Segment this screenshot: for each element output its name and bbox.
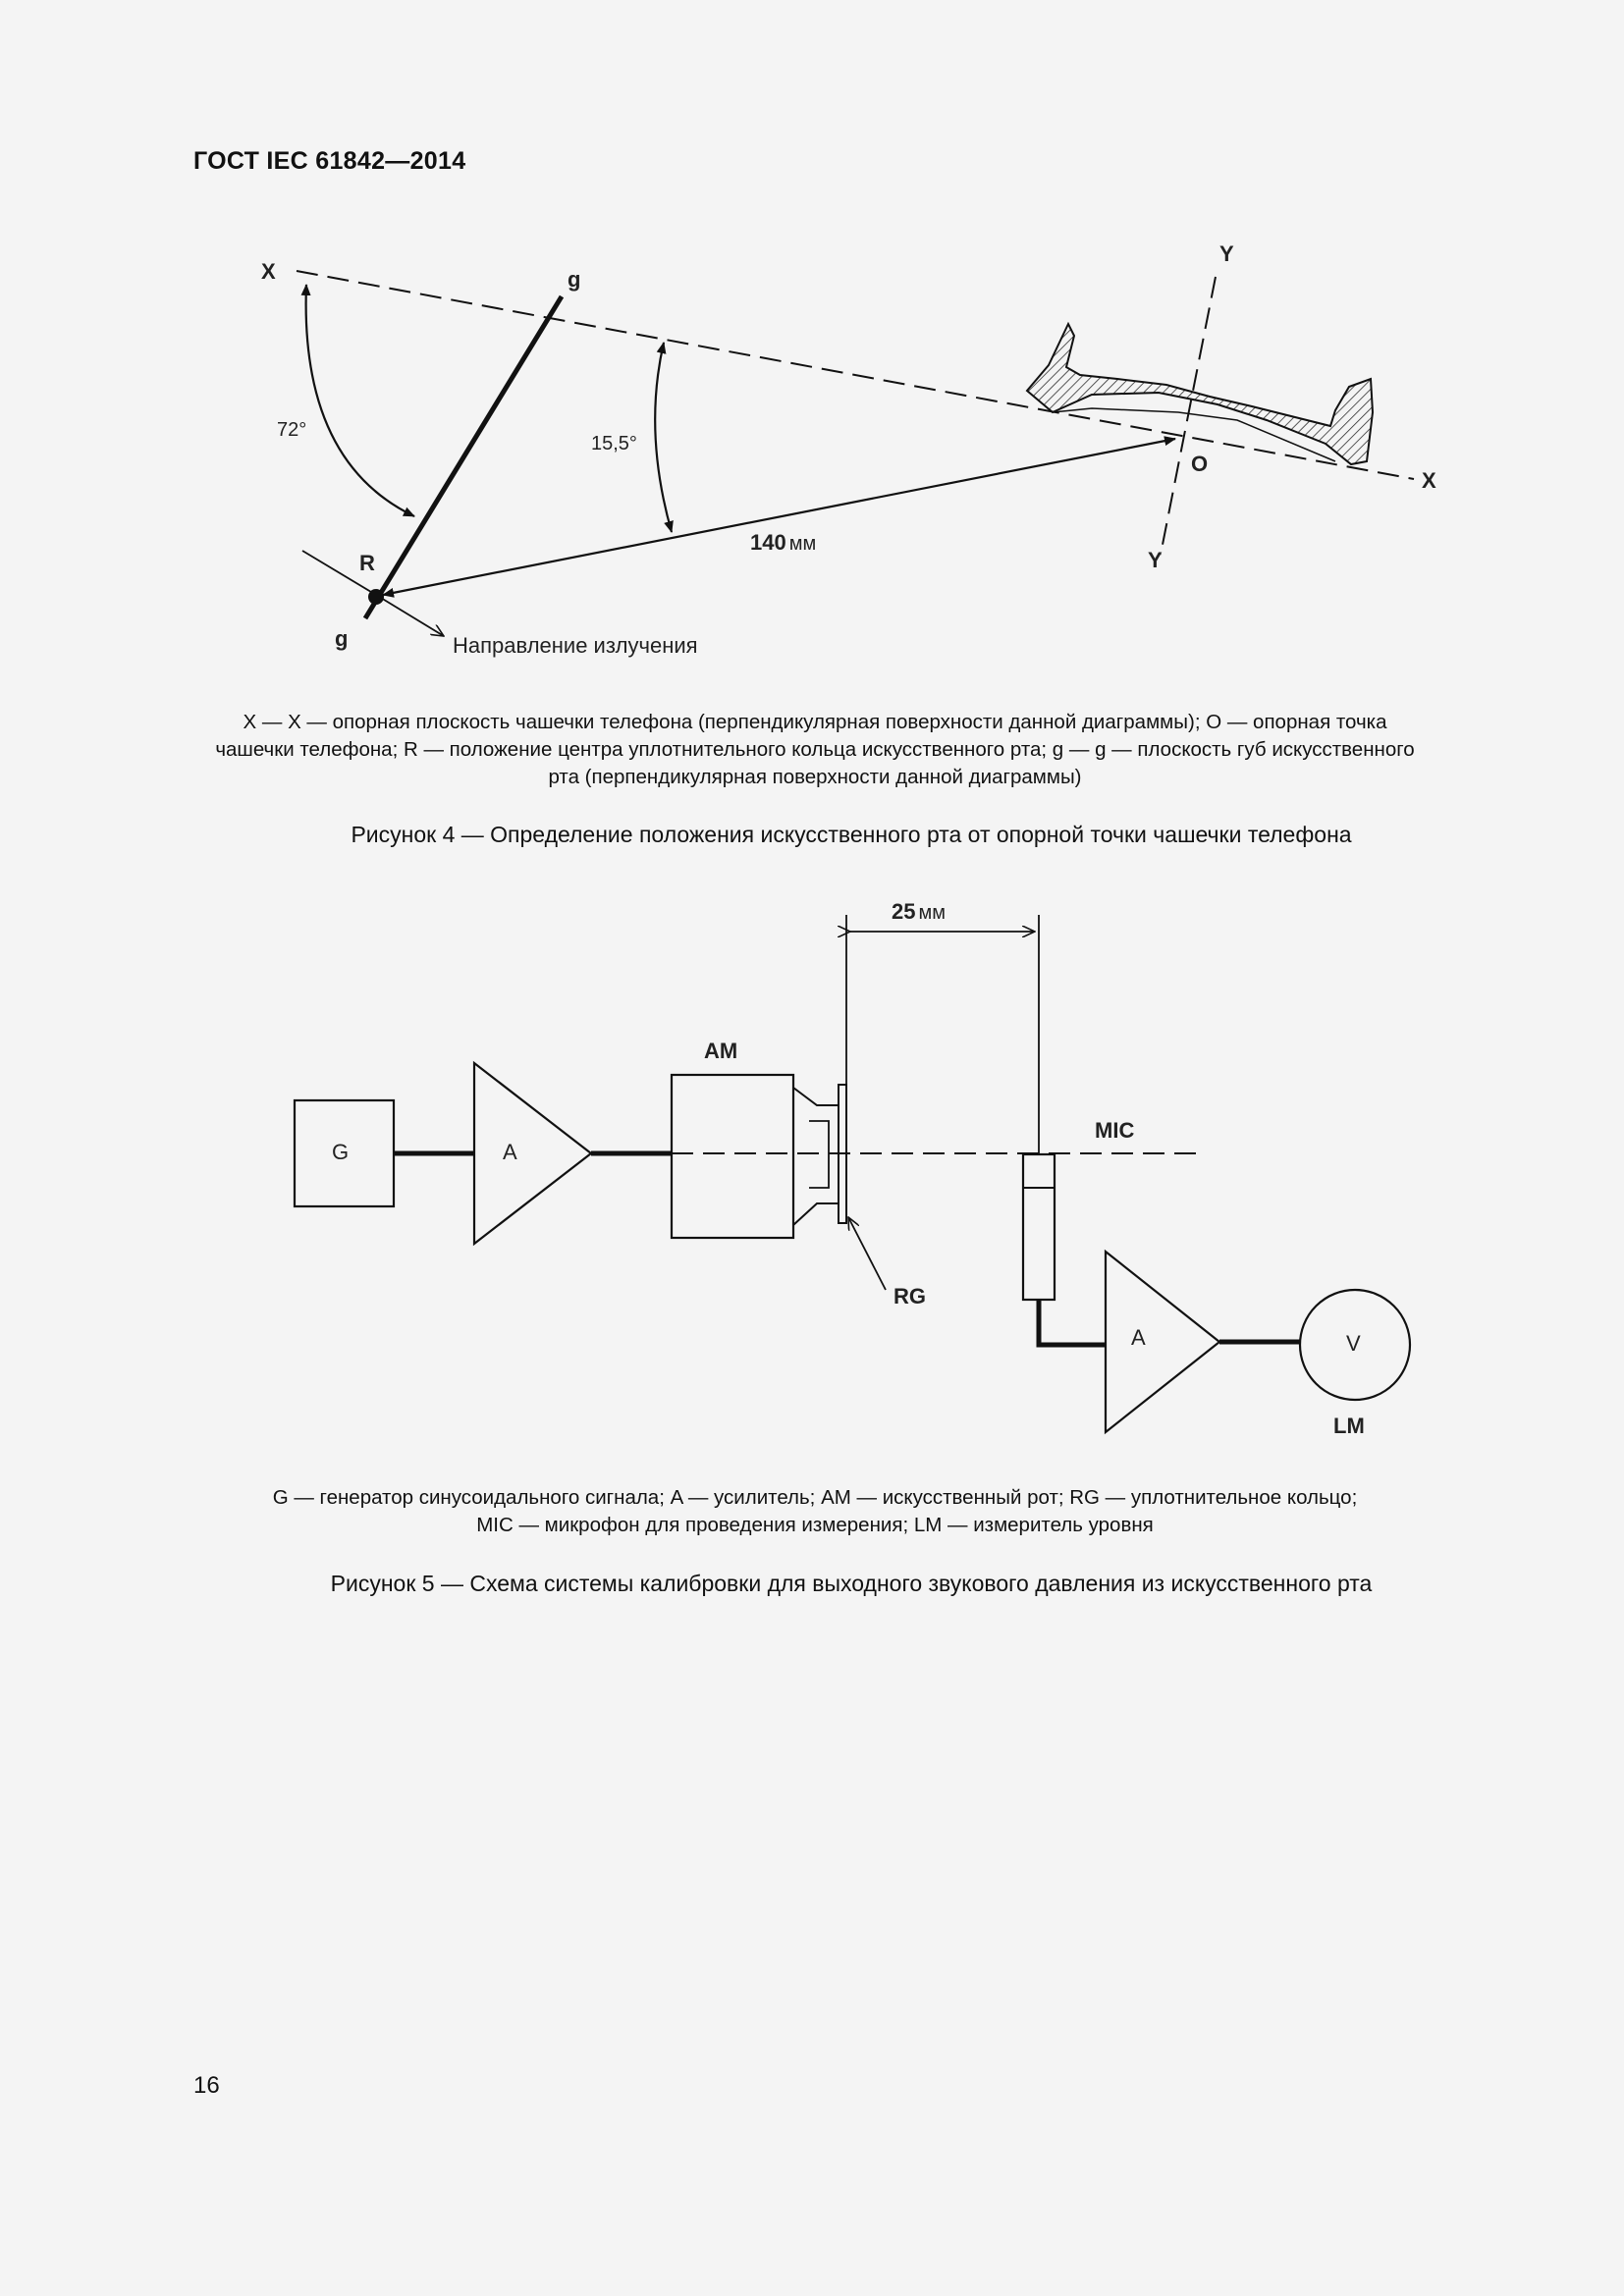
label-direction: Направление излучения <box>453 633 698 658</box>
lip-plane-gg <box>365 296 562 618</box>
label-y-top: Y <box>1219 241 1234 266</box>
label-g-bottom: g <box>335 626 349 651</box>
label-g-top: g <box>568 267 581 292</box>
figure-5-legend-line-1: G — генератор синусоидального сигнала; A — усилитель; AM — искусственный рот; RG — уплотнительное кольцо; <box>272 1486 1358 1509</box>
label-a1: A <box>503 1140 517 1164</box>
angle-72-arc <box>306 285 414 516</box>
figure-5-diagram <box>295 899 1410 1438</box>
label-mic: MIC <box>1095 1118 1135 1143</box>
figure-4-legend-line-3: рта (перпендикулярная поверхности данной диаграммы) <box>548 766 1082 788</box>
amplifier-2-triangle <box>1106 1252 1219 1432</box>
label-r: R <box>359 551 375 575</box>
figure-4-caption: Рисунок 4 — Определение положения искусственного рта от опорной точки чашечки телефона <box>351 822 1352 847</box>
label-a2: A <box>1131 1325 1146 1350</box>
distance-140-line <box>383 439 1175 595</box>
label-y-bottom: Y <box>1148 548 1163 572</box>
figure-4-legend <box>177 709 1453 791</box>
label-o: O <box>1191 452 1209 476</box>
figure-4-diagram <box>261 241 1436 658</box>
label-lm: LM <box>1333 1414 1365 1438</box>
figure-4-legend-line-1: X — X — опорная плоскость чашечки телефона (перпендикулярная поверхности данной диаграммы); O — опорная точка <box>243 711 1387 733</box>
label-am: AM <box>704 1039 738 1063</box>
artificial-mouth-box <box>672 1075 793 1238</box>
label-g: G <box>332 1140 350 1164</box>
amplifier-1-triangle <box>474 1063 591 1244</box>
wire-mic-a2 <box>1039 1300 1106 1345</box>
label-x-left: X <box>261 259 276 284</box>
angle-15-arc <box>655 343 672 532</box>
label-x-right: X <box>1422 468 1436 493</box>
artificial-mouth-nozzle <box>793 1088 839 1225</box>
rg-leader <box>848 1217 886 1290</box>
label-rg: RG <box>893 1284 926 1308</box>
microphone-body <box>1023 1154 1055 1300</box>
telephone-cup-section <box>1027 324 1373 464</box>
label-v: V <box>1346 1331 1361 1356</box>
label-angle-15: 15,5° <box>591 433 637 454</box>
label-distance-140: 140 мм <box>750 530 817 555</box>
figure-4-legend-line-2: чашечки телефона; R — положение центра уплотнительного кольца искусственного рта; g — g — плоскость губ искусственного <box>215 738 1415 761</box>
figure-5-caption: Рисунок 5 — Схема системы калибровки для выходного звукового давления из искусственного рта <box>330 1571 1373 1596</box>
label-distance-25: 25 мм <box>892 899 946 924</box>
radiation-direction-arrow <box>376 595 444 636</box>
label-angle-72: 72° <box>277 419 307 441</box>
document-header: ГОСТ IEC 61842—2014 <box>193 147 466 175</box>
reference-plane-xx <box>297 271 1414 479</box>
point-r <box>368 589 384 605</box>
figure-5-legend-line-2: MIC — микрофон для проведения измерения; LM — измеритель уровня <box>476 1514 1154 1536</box>
page-number: 16 <box>193 2072 220 2099</box>
figure-5-legend <box>177 1484 1453 1539</box>
